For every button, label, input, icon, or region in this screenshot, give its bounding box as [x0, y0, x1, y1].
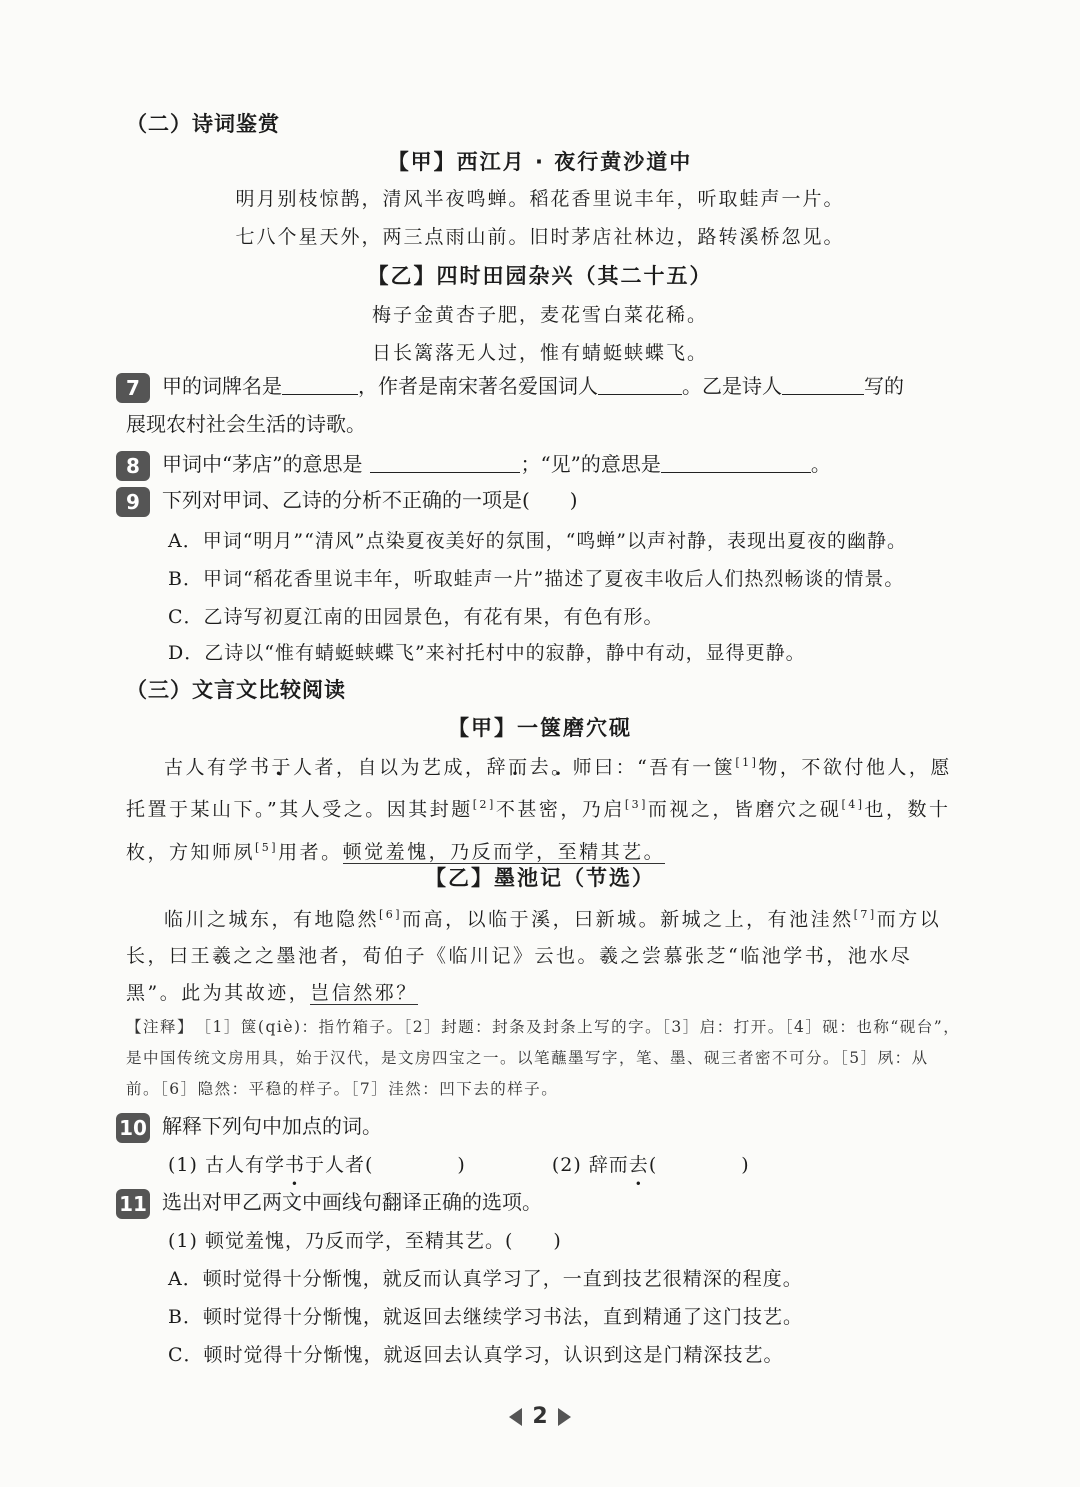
- q11-option-c[interactable]: C．顿时觉得十分惭愧，就返回去认真学习，认识到这是门精深技艺。: [168, 1344, 784, 1366]
- q7-blank-3[interactable]: [782, 374, 864, 395]
- page-indicator: [0, 1404, 1080, 1429]
- footnote-ref: [7]: [853, 908, 877, 921]
- q8-text-1: 甲词中“茅店”的意思是: [162, 452, 363, 476]
- poem-a-line-2: 七八个星天外，两三点雨山前。旧时茅店社林边，路转溪桥忽见。: [235, 226, 845, 248]
- q9-option-d[interactable]: D．乙诗以“惟有蜻蜓蛱蝶飞”来衬托村中的寂静，静中有动，显得更静。: [168, 642, 806, 664]
- question-number-badge: 9: [116, 487, 150, 517]
- q7-blank-1[interactable]: [282, 374, 358, 395]
- footnote-ref: [2]: [472, 798, 496, 812]
- q7-text-4: 写的: [864, 374, 904, 398]
- q9-option-c[interactable]: C．乙诗写初夏江南的田园景色，有花有果，有色有形。: [168, 606, 664, 628]
- poem-b-line-2: 日长篱落无人过，惟有蜻蜓蛱蝶飞。: [371, 342, 708, 364]
- q10-stem: 解释下列句中加点的词。: [162, 1114, 382, 1138]
- annotations: 【注释】 ［1］箧(qiè)：指竹箱子。［2］封题：封条及封条上写的字。［3］启：打开。［4］砚：也称“砚台”，是中国传统文房用具，始于汉代，是文房四宝之一。以笔蘸墨写字，笔、墨、砚三者密不可分。［5］夙：从前。［6］隐然：平稳的样子。［7］洼然：凹下去的样子。: [126, 1018, 961, 1098]
- question-10: [116, 1108, 962, 1144]
- q8-text-3: 。: [810, 452, 831, 476]
- question-9: [116, 482, 962, 518]
- annotations-label: 【注释】: [126, 1018, 187, 1036]
- footnote-ref: [5]: [255, 840, 279, 854]
- emphasis-dot-word: 去: [529, 756, 552, 779]
- emphasis-dot-word: 书: [250, 756, 272, 779]
- question-8: [116, 446, 962, 482]
- poem-b-line-1: 梅子金黄杏子肥，麦花雪白菜花稀。: [371, 304, 708, 326]
- question-number-badge: 11: [116, 1189, 150, 1219]
- q7-blank-2[interactable]: [598, 374, 682, 395]
- section-heading-classical: （三）文言文比较阅读: [126, 678, 346, 702]
- poem-a-line-1: 明月别枝惊鹊，清风半夜鸣蝉。稻花香里说丰年，听取蛙声一片。: [235, 188, 845, 210]
- emphasis-dot-word: 去: [628, 1154, 649, 1176]
- footnote-ref: [1]: [735, 756, 759, 769]
- q7-text-1: 甲的词牌名是: [162, 374, 282, 398]
- q9-stem: 下列对甲词、乙诗的分析不正确的一项是( ): [162, 488, 578, 512]
- q10-items: (1) 古人有学书于人者( ) (2) 辞而去( ): [168, 1154, 750, 1176]
- q7-text-3: 。乙是诗人: [682, 374, 782, 398]
- q8-text-2: ；“见”的意思是: [520, 452, 661, 476]
- q8-blank-1[interactable]: [370, 452, 520, 473]
- section-heading-poetry: （二）诗词鉴赏: [126, 112, 280, 136]
- question-number-badge: 10: [116, 1113, 150, 1143]
- question-number-badge: 8: [116, 451, 150, 481]
- prev-page-arrow-icon[interactable]: [509, 1408, 522, 1426]
- passage-a-title: 【甲】一箧磨穴砚: [448, 716, 632, 740]
- question-7: [116, 368, 962, 404]
- question-number-badge: 7: [116, 373, 150, 403]
- footnote-ref: [3]: [624, 798, 648, 812]
- passage-b-title: 【乙】墨池记（节选）: [425, 866, 655, 890]
- q11-option-b[interactable]: B．顿时觉得十分惭愧，就返回去继续学习书法，直到精通了这门技艺。: [168, 1306, 803, 1328]
- page-number: 2: [532, 1404, 548, 1429]
- q11-option-a[interactable]: A．顿时觉得十分惭愧，就反而认真学习了，一直到技艺很精深的程度。: [168, 1268, 803, 1290]
- q7-text-5: 展现农村社会生活的诗歌。: [126, 412, 366, 436]
- underlined-sentence-a: 顿觉羞愧，乃反而学，至精其艺。: [342, 840, 666, 863]
- passage-b-text: 临川之城东，有地隐然[6]而高，以临于溪，曰新城。新城之上，有池洼然[7]而方以长，曰王羲之之墨池者，荀伯子《临川记》云也。羲之尝慕张芝“临池学书，池水尽黑”。此为其故迹，岂信然邪？: [126, 908, 942, 1005]
- footnote-ref: [4]: [841, 798, 865, 812]
- emphasis-dot-word: 书: [284, 1154, 305, 1176]
- q11-sub-question: (1) 顿觉羞愧，乃反而学，至精其艺。( ): [168, 1230, 562, 1252]
- question-11: [116, 1184, 962, 1220]
- q9-option-b[interactable]: B．甲词“稻花香里说丰年，听取蛙声一片”描述了夏夜丰收后人们热烈畅谈的情景。: [168, 568, 905, 590]
- next-page-arrow-icon[interactable]: [558, 1408, 571, 1426]
- q9-option-a[interactable]: A．甲词“明月”“清风”点染夏夜美好的氛围，“鸣蝉”以声衬静，表现出夏夜的幽静。: [168, 530, 908, 552]
- q11-stem: 选出对甲乙两文中画线句翻译正确的选项。: [162, 1190, 542, 1214]
- passage-a-text: 古人有学书于人者，自以为艺成，辞而去。师曰：“吾有一箧[1]物，不欲付他人，愿托置于某山下。”其人受之。因其封题[2]不甚密，乃启[3]而视之，皆磨穴之砚[4]也，数十枚，方知师夙[5]用者。顿觉羞愧，乃反而学，至精其艺。: [126, 756, 952, 863]
- q8-blank-2[interactable]: [661, 452, 811, 473]
- poem-b-title: 【乙】四时田园杂兴（其二十五）: [367, 264, 713, 288]
- emphasis-dot-word: 辞: [486, 756, 509, 779]
- underlined-sentence-b: 岂信然邪？: [310, 982, 418, 1005]
- poem-a-title: 【甲】西江月 · 夜行黄沙道中: [387, 150, 693, 174]
- q7-text-2: ，作者是南宋著名爱国词人: [358, 374, 598, 398]
- footnote-ref: [6]: [379, 908, 403, 921]
